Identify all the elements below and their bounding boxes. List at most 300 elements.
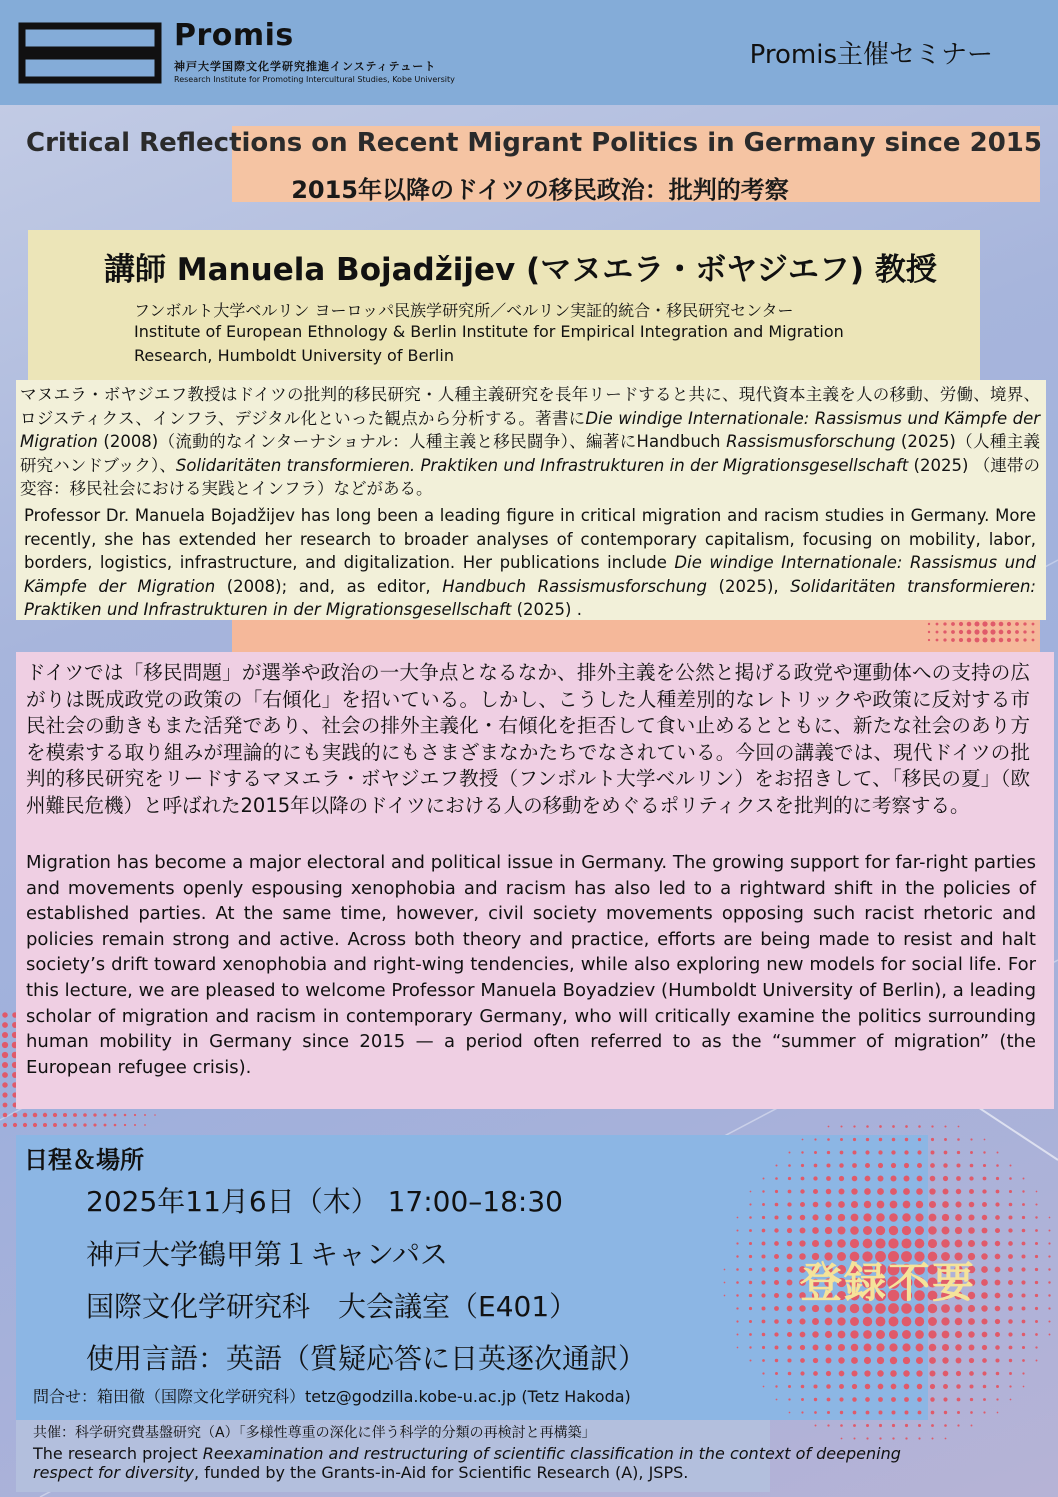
halftone-dot (915, 1239, 925, 1249)
halftone-dot (1008, 1306, 1013, 1311)
halftone-dot (903, 1201, 911, 1209)
halftone-dot (2, 1062, 8, 1068)
halftone-dot (749, 1229, 752, 1232)
cohost-english: The research project Reexamination and restructuring of scientific classification in the context of deepening respect for diversity, funded by the Grants-in-Aid for Scientific Research (A), JSPS. (33, 1444, 901, 1482)
halftone-dot (762, 1372, 764, 1374)
halftone-dot (852, 1176, 858, 1182)
halftone-dot (852, 1384, 857, 1389)
halftone-dot (762, 1190, 764, 1192)
halftone-dot (1009, 1346, 1013, 1350)
halftone-dot (787, 1306, 793, 1312)
halftone-dot (1023, 1386, 1025, 1388)
halftone-dot (851, 1188, 857, 1194)
halftone-dot (982, 1358, 987, 1363)
halftone-dot (827, 1151, 830, 1154)
halftone-dot (917, 1384, 922, 1389)
halftone-dot (23, 1113, 28, 1118)
halftone-dot (788, 1190, 792, 1194)
halftone-dot (951, 622, 955, 626)
halftone-dot (1048, 1242, 1050, 1244)
halftone-dot (967, 630, 972, 635)
halftone-dot (1009, 1385, 1011, 1387)
halftone-dot (931, 1151, 935, 1155)
halftone-dot (1015, 630, 1019, 634)
halftone-dot (840, 1138, 843, 1141)
halftone-dot (1035, 1242, 1038, 1245)
halftone-dot (762, 1242, 766, 1246)
halftone-dot (888, 1238, 898, 1248)
halftone-dot (1009, 1177, 1012, 1180)
halftone-dot (736, 1320, 738, 1322)
halftone-dot (2, 1092, 7, 1097)
halftone-dot (774, 1241, 779, 1246)
halftone-dot (1036, 1191, 1038, 1193)
halftone-dot (763, 1178, 765, 1180)
halftone-dot (928, 1226, 937, 1235)
halftone-dot (929, 1188, 935, 1194)
halftone-dot (839, 1384, 844, 1389)
halftone-dot (812, 1227, 819, 1234)
halftone-dot (812, 1214, 818, 1220)
halftone-dot (982, 1189, 986, 1193)
schedule-label: 日程＆場所 (24, 1146, 144, 1174)
halftone-dot (788, 1398, 790, 1400)
halftone-dot (981, 1318, 987, 1324)
halftone-dot (918, 1125, 921, 1128)
halftone-dot (929, 1344, 937, 1352)
halftone-dot (1022, 1307, 1026, 1311)
halftone-dot (1048, 1281, 1050, 1283)
halftone-dot (889, 1317, 899, 1327)
halftone-dot (916, 1201, 923, 1208)
halftone-dot (905, 1138, 908, 1141)
halftone-dot (800, 1371, 804, 1375)
halftone-dot (981, 1279, 988, 1286)
halftone-dot (956, 1163, 960, 1167)
halftone-dot (943, 1189, 949, 1195)
halftone-dot (774, 1319, 779, 1324)
halftone-dot (959, 622, 963, 626)
halftone-dot (1048, 1255, 1050, 1257)
affiliation-japanese: フンボルト大学ベルリン ヨーロッパ民族学研究所／ベルリン実証的統合・移民研究センター (134, 301, 794, 320)
halftone-dot (890, 1188, 897, 1195)
cohost-japanese: 共催：科学研究費基盤研究（A）「多様性尊重の深化に伴う科学的分類の再検討と再構築」 (33, 1425, 596, 1441)
halftone-dot (1022, 1242, 1026, 1246)
halftone-dot (825, 1227, 832, 1234)
halftone-dot (866, 1125, 869, 1128)
halftone-dot (970, 1164, 974, 1168)
halftone-dot (73, 1113, 77, 1117)
halftone-dot (763, 1386, 765, 1388)
halftone-dot (957, 1424, 959, 1426)
halftone-dot (851, 1214, 859, 1222)
halftone-dot (918, 1411, 922, 1415)
halftone-dot (801, 1411, 803, 1413)
halftone-dot (724, 1295, 726, 1297)
halftone-dot (788, 1164, 791, 1167)
title-japanese: 2015年以降のドイツの移民政治：批判的考察 (291, 176, 789, 204)
halftone-dot (774, 1293, 779, 1298)
halftone-dot (1048, 1307, 1050, 1309)
halftone-dot (889, 1343, 897, 1351)
halftone-dot (878, 1397, 883, 1402)
halftone-dot (2, 1022, 8, 1028)
halftone-dot (995, 1358, 999, 1362)
halftone-dot (800, 1332, 806, 1338)
halftone-dot (865, 1176, 871, 1182)
halftone-dot (969, 1176, 973, 1180)
halftone-dot (942, 1214, 949, 1221)
halftone-dot (749, 1359, 751, 1361)
halftone-dot (956, 1384, 961, 1389)
halftone-dot (838, 1227, 846, 1235)
halftone-dot (775, 1164, 777, 1166)
halftone-dot (905, 1437, 907, 1439)
halftone-dot (801, 1398, 804, 1401)
title-english: Critical Reflections on Recent Migrant Politics in Germany since 2015 (26, 128, 1042, 158)
halftone-dot (957, 1411, 960, 1414)
halftone-dot (761, 1280, 765, 1284)
halftone-dot (879, 1138, 882, 1141)
halftone-dot (774, 1254, 779, 1259)
halftone-dot (826, 1358, 832, 1364)
halftone-dot (838, 1214, 845, 1221)
halftone-dot (996, 1372, 1000, 1376)
halftone-dot (943, 622, 946, 625)
halftone-dot (890, 1201, 898, 1209)
halftone-dot (825, 1318, 833, 1326)
halftone-dot (724, 1282, 726, 1284)
halftone-dot (902, 1213, 910, 1221)
halftone-dot (878, 1384, 884, 1390)
halftone-dot (839, 1371, 845, 1377)
halftone-dot (974, 621, 979, 626)
halftone-dot (853, 1411, 857, 1415)
halftone-dot (736, 1307, 738, 1309)
halftone-dot (762, 1346, 765, 1349)
halftone-dot (103, 1113, 106, 1116)
halftone-dot (943, 1371, 949, 1377)
halftone-dot (93, 1113, 96, 1116)
halftone-dot (878, 1163, 883, 1168)
halftone-dot (841, 1438, 843, 1440)
halftone-dot (787, 1345, 792, 1350)
halftone-dot (995, 1319, 1000, 1324)
halftone-dot (956, 1371, 961, 1376)
halftone-dot (762, 1333, 766, 1337)
halftone-dot (941, 1239, 949, 1247)
halftone-dot (774, 1306, 779, 1311)
halftone-dot (929, 1357, 936, 1364)
halftone-dot (890, 1370, 897, 1377)
halftone-dot (749, 1242, 752, 1245)
halftone-dot (2, 1042, 8, 1048)
halftone-dot (762, 1203, 765, 1206)
halftone-dot (967, 622, 972, 627)
halftone-dot (774, 1228, 778, 1232)
halftone-dot (774, 1332, 778, 1336)
halftone-dot (736, 1255, 738, 1257)
halftone-dot (737, 1217, 739, 1219)
bio-japanese: マヌエラ・ボヤジエフ教授はドイツの批判的移民研究・人種主義研究を長年リードすると共に、現代資本主義を人の移動、労働、境界、ロジスティクス、インフラ、デジタル化といった観点から分析する。著書にDie windige Internationale: Rassismus und Kämpfe der Migration (2008)（流動的なインターナショナル：人種主義と移民闘争）、編著にHandbuch Rassismusforschung (2025)（人種主義研究ハンドブック）、Solidaritäten transformieren. Praktiken und Infrastrukturen in der Migrationsgesellschaft (2025) （連帯の変容：移民社会における実践とインフラ）などがある。 (20, 385, 1040, 498)
halftone-dot (983, 1411, 985, 1413)
halftone-dot (983, 1177, 987, 1181)
halftone-dot (943, 1397, 947, 1401)
halftone-dot (813, 1202, 819, 1208)
halftone-dot (957, 1138, 960, 1141)
halftone-dot (931, 1138, 934, 1141)
halftone-dot (749, 1203, 751, 1205)
halftone-dot (999, 622, 1004, 627)
halftone-dot (890, 1357, 897, 1364)
halftone-dot (936, 623, 939, 626)
halftone-dot (815, 1425, 817, 1427)
halftone-dot (1021, 1254, 1025, 1258)
halftone-dot (951, 638, 955, 642)
halftone-dot (1009, 1190, 1012, 1193)
no-registration-badge: 登録不要 (800, 1258, 977, 1307)
halftone-dot (956, 1358, 962, 1364)
halftone-dot (1032, 623, 1035, 626)
halftone-dot (788, 1372, 792, 1376)
halftone-dot (813, 1371, 818, 1376)
halftone-dot (1009, 1359, 1012, 1362)
halftone-dot (918, 1138, 921, 1141)
halftone-dot (969, 1345, 975, 1351)
halftone-dot (968, 1240, 975, 1247)
halftone-dot (931, 1424, 934, 1427)
halftone-dot (918, 1437, 920, 1439)
halftone-dot (1008, 1267, 1013, 1272)
halftone-dot (749, 1307, 752, 1310)
halftone-dot (904, 1397, 909, 1402)
halftone-dot (996, 1164, 999, 1167)
halftone-dot (144, 1114, 146, 1116)
halftone-dot (1008, 1254, 1013, 1259)
halftone-dot (981, 1305, 987, 1311)
halftone-dot (945, 1438, 947, 1440)
halftone-dot (827, 1424, 829, 1426)
halftone-dot (944, 1424, 947, 1427)
halftone-dot (63, 1113, 67, 1117)
halftone-dot (864, 1357, 871, 1364)
halftone-dot (1007, 638, 1011, 642)
halftone-dot (915, 1213, 923, 1221)
halftone-dot (928, 1330, 936, 1338)
halftone-dot (863, 1226, 872, 1235)
halftone-dot (736, 1229, 738, 1231)
halftone-dot (892, 1424, 895, 1427)
halftone-dot (878, 1150, 882, 1154)
halftone-dot (1035, 1255, 1038, 1258)
halftone-dot (955, 1344, 962, 1351)
halftone-dot (1010, 1399, 1012, 1401)
seminar-label: Promis主催セミナー (749, 40, 993, 70)
halftone-dot (736, 1242, 738, 1244)
halftone-dot (982, 1332, 988, 1338)
halftone-dot (749, 1281, 752, 1284)
halftone-dot (944, 1125, 946, 1127)
halftone-dot (982, 621, 987, 626)
halftone-dot (892, 1437, 894, 1439)
halftone-dot (788, 1177, 791, 1180)
halftone-dot (813, 1189, 818, 1194)
halftone-dot (826, 1189, 832, 1195)
halftone-dot (959, 638, 963, 642)
halftone-dot (837, 1239, 846, 1248)
halftone-dot (969, 1384, 973, 1388)
halftone-dot (775, 1190, 778, 1193)
halftone-dot (63, 1123, 67, 1127)
speaker-name: 講師 Manuela Bojadžijev (マヌエラ・ボヤジエフ) 教授 (104, 252, 937, 288)
halftone-dot (1035, 1203, 1037, 1205)
halftone-dot (789, 1152, 791, 1154)
halftone-dot (974, 629, 979, 634)
halftone-dot (1022, 1216, 1025, 1219)
halftone-dot (33, 1123, 37, 1127)
halftone-dot (931, 1411, 935, 1415)
halftone-dot (788, 1385, 791, 1388)
halftone-dot (801, 1385, 805, 1389)
halftone-dot (865, 1397, 870, 1402)
halftone-dot (850, 1330, 858, 1338)
halftone-dot (2, 1032, 8, 1038)
halftone-dot (801, 1164, 804, 1167)
halftone-dot (999, 630, 1004, 635)
halftone-dot (828, 1126, 830, 1128)
halftone-dot (942, 1201, 949, 1208)
halftone-dot (1022, 1190, 1024, 1192)
schedule-campus: 神戸大学鶴甲第１キャンパス (86, 1238, 449, 1271)
halftone-dot (915, 1317, 924, 1326)
halftone-dot (863, 1239, 873, 1249)
schedule-language: 使用言語：英語（質疑応答に日英逐次通訳） (86, 1342, 647, 1375)
halftone-dot (1008, 1280, 1013, 1285)
halftone-dot (787, 1332, 792, 1337)
halftone-dot (928, 1239, 937, 1248)
halftone-dot (916, 1370, 922, 1376)
halftone-dot (1021, 1267, 1025, 1271)
halftone-dot (802, 1139, 804, 1141)
halftone-dot (749, 1346, 751, 1348)
halftone-dot (814, 1398, 817, 1401)
halftone-dot (850, 1226, 859, 1235)
halftone-dot (877, 1188, 884, 1195)
halftone-dot (995, 1215, 1000, 1220)
halftone-dot (1009, 1203, 1013, 1207)
halftone-dot (124, 1124, 126, 1126)
halftone-dot (928, 623, 930, 625)
halftone-dot (1036, 1360, 1038, 1362)
halftone-dot (825, 1240, 833, 1248)
halftone-dot (876, 1317, 886, 1327)
halftone-dot (891, 1163, 896, 1168)
halftone-dot (762, 1320, 766, 1324)
halftone-dot (789, 1412, 791, 1414)
halftone-dot (814, 1164, 818, 1168)
halftone-dot (812, 1240, 819, 1247)
halftone-dot (930, 1163, 935, 1168)
halftone-dot (981, 1292, 988, 1299)
halftone-dot (761, 1293, 765, 1297)
halftone-dot (800, 1345, 805, 1350)
halftone-dot (736, 1268, 739, 1271)
halftone-dot (929, 1370, 935, 1376)
halftone-dot (93, 1123, 96, 1126)
halftone-dot (955, 1227, 962, 1234)
halftone-dot (800, 1215, 805, 1220)
halftone-dot (749, 1255, 752, 1258)
halftone-dot (955, 1240, 963, 1248)
halftone-dot (853, 1437, 855, 1439)
halftone-dot (891, 1150, 895, 1154)
halftone-dot (83, 1113, 87, 1117)
halftone-dot (825, 1214, 832, 1221)
halftone-dot (814, 1138, 816, 1140)
halftone-dot (931, 1437, 933, 1439)
halftone-dot (928, 631, 930, 633)
halftone-dot (1035, 1281, 1038, 1284)
halftone-dot (813, 1176, 817, 1180)
halftone-dot (825, 1344, 832, 1351)
halftone-dot (930, 1384, 935, 1389)
halftone-dot (144, 1124, 146, 1126)
halftone-dot (787, 1267, 793, 1273)
halftone-dot (1008, 1319, 1013, 1324)
halftone-dot (799, 1318, 805, 1324)
halftone-dot (990, 621, 995, 626)
halftone-dot (787, 1280, 793, 1286)
halftone-dot (943, 638, 946, 641)
halftone-dot (1022, 1203, 1025, 1206)
halftone-dot (982, 1345, 987, 1350)
halftone-dot (981, 1253, 987, 1259)
halftone-dot (996, 1190, 1000, 1194)
halftone-dot (995, 1228, 1000, 1233)
halftone-dot (879, 1411, 883, 1415)
halftone-dot (955, 1331, 962, 1338)
halftone-dot (942, 1344, 949, 1351)
halftone-dot (968, 1227, 975, 1234)
halftone-dot (970, 1411, 973, 1414)
description-english: Migration has become a major electoral and political issue in Germany. The growing support for far-right parties and movements openly espousing xenophobia and racism has also led to a rightward shift in the policies of established parties. At the same time, however, civil society movements opposing such racist rhetoric and policies remain strong and active. Across both theory and practice, efforts are being made to resist and halt society’s drift toward xenophobia and right-wing tendencies, while also exploring new models for social life. For this lecture, we are pleased to welcome Professor Manuela Boyadziev (Humboldt University of Berlin), a leading scholar of migration and racism in contemporary Germany, who will critically examine the politics surrounding human mobility in Germany since 2015 — a period often referred to as the “summer of migration” (the European refugee crisis). (26, 852, 1036, 1078)
halftone-dot (3, 1113, 7, 1117)
halftone-dot (813, 1384, 817, 1388)
halftone-dot (969, 1371, 974, 1376)
halftone-dot (904, 1176, 910, 1182)
halftone-dot (879, 1424, 882, 1427)
halftone-dot (827, 1398, 831, 1402)
halftone-dot (840, 1411, 843, 1414)
halftone-dot (43, 1123, 47, 1127)
halftone-dot (915, 1226, 924, 1235)
halftone-dot (916, 1344, 924, 1352)
halftone-dot (889, 1213, 898, 1222)
halftone-dot (114, 1124, 117, 1127)
halftone-dot (969, 1358, 974, 1363)
halftone-dot (23, 1123, 27, 1127)
halftone-dot (761, 1254, 765, 1258)
halftone-dot (904, 1163, 909, 1168)
affiliation-english-line-1: Institute of European Ethnology & Berlin Institute for Empirical Integration and Migration (134, 322, 844, 341)
contact-info: 問合せ：箱田徹（国際文化学研究科）tetz@godzilla.kobe-u.ac.jp (Tetz Hakoda) (33, 1387, 631, 1406)
halftone-dot (852, 1163, 857, 1168)
halftone-dot (1035, 1216, 1037, 1218)
halftone-dot (826, 1176, 831, 1181)
halftone-dot (951, 630, 955, 634)
halftone-dot (1049, 1230, 1051, 1232)
halftone-dot (775, 1372, 778, 1375)
